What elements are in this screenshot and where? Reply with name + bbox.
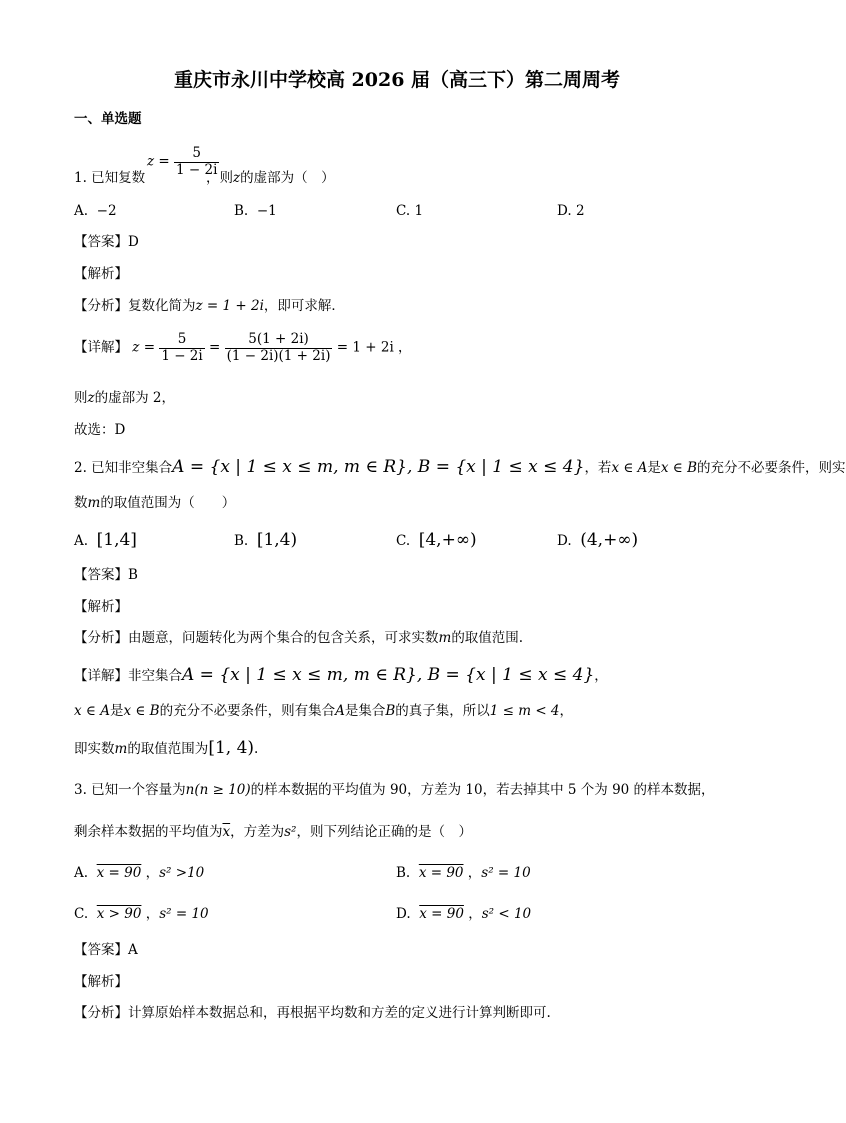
q1-analysis-label: 【解析】 (74, 266, 128, 282)
numerator: 5(1 + 2i) (248, 331, 309, 347)
option-mean: x = 90 (96, 865, 142, 881)
text: 剩余样本数据的平均值为 (74, 824, 223, 840)
question-2-stem-line2 (74, 497, 235, 511)
text: ，则 (206, 170, 233, 186)
option-mean: x = 90 (418, 865, 464, 881)
text: 的真子集，所以 (395, 703, 490, 719)
answer-value: D (128, 234, 139, 250)
q2-option-a (74, 532, 137, 549)
question-2-stem-line1 (74, 459, 846, 476)
fraction-1 (159, 332, 204, 364)
q2-option-b (234, 532, 297, 549)
option-value: 1 (414, 203, 424, 219)
text: 则 (74, 390, 88, 406)
text: 即实数 (74, 741, 115, 757)
option-variance: s² = 10 (159, 906, 209, 922)
option-label: A. (74, 203, 89, 219)
text: ， (594, 668, 608, 684)
text: 是集合 (344, 703, 386, 719)
text: 的虚部为 2， (94, 390, 176, 406)
text: ， (559, 703, 574, 719)
question-3-stem-line2 (74, 826, 472, 840)
page-title: 重庆市永川中学校高 2026 届（高三下）第二周周考 (173, 69, 621, 91)
variable: B (385, 703, 396, 719)
inequality: 1 ≤ m < 4 (489, 703, 560, 719)
q2-option-c (396, 532, 477, 549)
mean-symbol: $\overline{x}$ (222, 824, 231, 840)
q1-option-b (234, 205, 277, 219)
text: 的取值范围为（ ） (100, 495, 236, 511)
q2-option-d (557, 532, 638, 549)
text: ，即可求解． (263, 298, 345, 314)
option-label: C. (396, 203, 411, 219)
option-variance: s² >10 (159, 865, 205, 881)
q2-fenxi (74, 632, 523, 646)
range: [1, 4) (208, 738, 255, 758)
variable: m (438, 630, 452, 646)
text: 复数化简为 (128, 298, 196, 314)
text: 由题意，问题转化为两个集合的包含关系，可求实数 (128, 630, 439, 646)
q1-choose: 故选：D (74, 422, 126, 438)
text: 的取值范围. (451, 630, 524, 646)
text: 的取值范围为 (127, 741, 209, 757)
text: 2. 已知非空集合 (74, 460, 173, 476)
equation-lhs: z = (147, 153, 170, 170)
q2-answer (74, 569, 138, 583)
q2-analysis-label: 【解析】 (74, 599, 128, 615)
option-mean: x > 90 (96, 906, 142, 922)
option-value: 2 (575, 203, 585, 219)
q1-option-a (74, 205, 117, 219)
answer-label: 【答案】 (74, 234, 128, 250)
q3-analysis-label: 【解析】 (74, 974, 128, 990)
option-value: −2 (96, 203, 117, 219)
text: 的充分不必要条件，则有集合 (159, 703, 336, 719)
variable: m (87, 495, 101, 511)
q2-xiangjie-line2 (74, 705, 573, 719)
option-label: A. (74, 533, 89, 549)
q3-answer (74, 944, 138, 958)
option-label: C. (396, 533, 411, 549)
text: 计算原始样本数据总和，再根据平均数和方差的定义进行计算判断即可. (128, 1005, 551, 1021)
q1-xiangjie: 【详解】 z = $\frac{5}{1 - 2i}$ = $\frac{5(1 + 2i)}{(1 - 2i)(1 + 2i)}$ = 1 + 2i ， (74, 331, 412, 364)
denominator: (1 − 2i)(1 + 2i) (226, 347, 331, 364)
question-3-stem-line1 (74, 784, 715, 798)
condition: x ∈ A (611, 460, 648, 476)
capacity: n(n ≥ 10) (185, 782, 251, 798)
option-label: D. (396, 906, 411, 922)
denominator: 1 − 2i (161, 347, 203, 364)
question-1-stem-prefix: 1. 已知复数 (74, 170, 146, 186)
variable: z (87, 390, 95, 406)
q2-xiangjie-line3 (74, 740, 258, 757)
fenxi-label: 【分析】 (74, 298, 128, 314)
q3-option-a: A. x = 90 ，s² >10 (74, 865, 205, 881)
option-variance: s² < 10 (481, 906, 532, 922)
text: 3. 已知一个容量为 (74, 782, 186, 798)
q3-fenxi (74, 1007, 551, 1021)
q1-option-c (396, 205, 423, 219)
option-value: −1 (256, 203, 277, 219)
option-value: [1,4) (256, 530, 298, 550)
denominator: 1 − 2i (176, 161, 218, 178)
text: ，若 (584, 460, 612, 476)
q3-option-c: C. x > 90 ，s² = 10 (74, 906, 209, 922)
option-value: [1,4] (96, 530, 137, 550)
equation: z = 1 + 2i (195, 298, 264, 314)
option-variance: s² = 10 (481, 865, 531, 881)
equation-rhs: = 1 + 2i ， (336, 339, 412, 356)
text: ，则下列结论正确的是（ ） (296, 824, 472, 840)
option-label: C. (74, 906, 89, 922)
fenxi-label: 【分析】 (74, 1005, 128, 1021)
variance-symbol: s² (284, 824, 297, 840)
option-value: (4,+∞) (580, 530, 639, 550)
option-label: B. (396, 865, 411, 881)
question-1-stem-suffix (206, 172, 335, 186)
numerator: 5 (192, 145, 201, 161)
answer-value: A (128, 942, 138, 958)
text: . (254, 741, 259, 757)
option-label: D. (557, 533, 572, 549)
set-definition: A = {x | 1 ≤ x ≤ m, m ∈ R}, B = {x | 1 ≤ x ≤ 4} (182, 665, 595, 685)
text: 数 (74, 495, 88, 511)
option-value: [4,+∞) (418, 530, 477, 550)
text: 非空集合 (128, 668, 182, 684)
text: 的样本数据的平均值为 90，方差为 10，若去掉其中 5 个为 90 的样本数据， (250, 782, 715, 798)
condition: x ∈ A (74, 703, 110, 719)
q1-then-line (74, 392, 175, 406)
text: 的充分不必要条件，则实 (697, 460, 846, 476)
answer-label: 【答案】 (74, 942, 128, 958)
option-label: D. (557, 203, 572, 219)
q2-xiangjie (74, 667, 608, 684)
section-heading: 一、单选题 (74, 111, 142, 127)
variable: z (233, 170, 241, 186)
option-label: A. (74, 865, 89, 881)
option-label: B. (234, 533, 249, 549)
set-definition: A = {x | 1 ≤ x ≤ m, m ∈ R}, B = {x | 1 ≤ x ≤ 4} (172, 457, 585, 477)
text: ，方差为 (230, 824, 285, 840)
equation-lhs: z = (132, 339, 156, 356)
fraction-2 (225, 332, 333, 364)
variable: m (114, 741, 128, 757)
answer-value: B (128, 567, 138, 583)
text: 是 (647, 460, 661, 476)
text: 是 (109, 703, 124, 719)
option-mean: x = 90 (419, 906, 464, 922)
xiangjie-label: 【详解】 (74, 339, 128, 356)
xiangjie-label: 【详解】 (74, 668, 128, 684)
numerator: 5 (177, 331, 187, 347)
answer-label: 【答案】 (74, 567, 128, 583)
q1-fenxi (74, 300, 345, 314)
text: 的虚部为（ ） (240, 170, 335, 186)
option-label: B. (234, 203, 249, 219)
condition: x ∈ B (660, 460, 698, 476)
q3-option-d: D. x = 90 ，s² < 10 (396, 906, 532, 922)
condition: x ∈ B (123, 703, 160, 719)
q1-answer (74, 236, 139, 250)
q1-option-d (557, 205, 585, 219)
q3-option-b: B. x = 90 ，s² = 10 (396, 865, 531, 881)
fenxi-label: 【分析】 (74, 630, 128, 646)
variable: A (335, 703, 345, 719)
